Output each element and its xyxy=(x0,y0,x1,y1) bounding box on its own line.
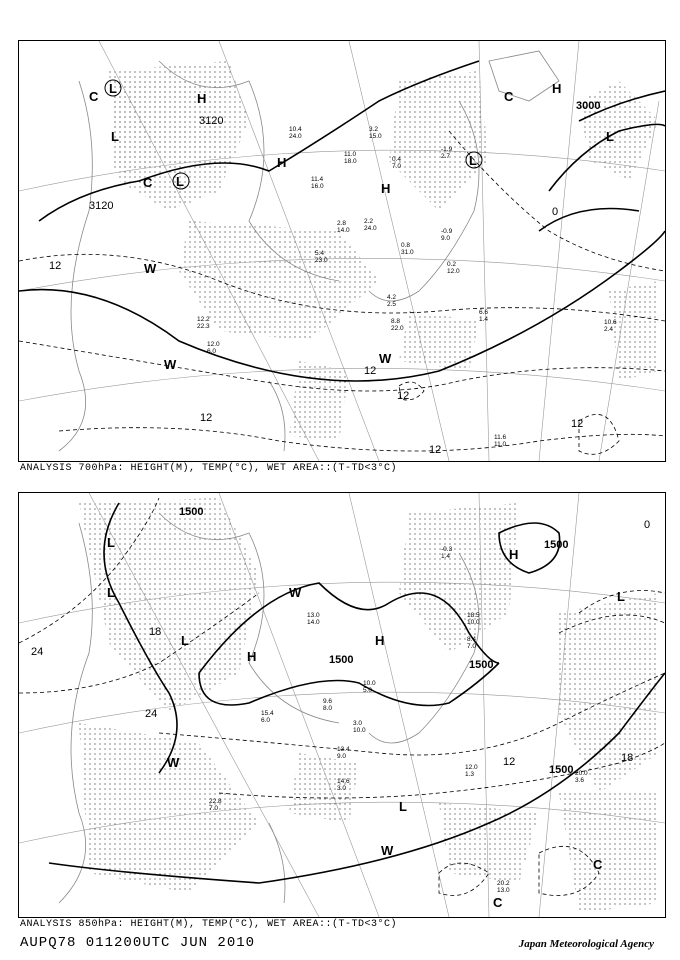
station-value: 0.2 12.0 xyxy=(447,261,460,275)
station-value: 10.6 2.4 xyxy=(604,319,617,333)
temp-label: 12 xyxy=(429,444,442,456)
station-value: 20.0 3.6 xyxy=(575,770,588,784)
station-value: 22.8 7.0 xyxy=(209,798,222,812)
station-value: 10.0 5.0 xyxy=(363,680,376,694)
warm-symbol: W xyxy=(144,261,157,276)
high-symbol: H xyxy=(509,547,519,562)
station-value: 12.0 6.0 xyxy=(207,341,220,355)
low-symbol: L xyxy=(109,81,117,96)
height-label: 3000 xyxy=(576,100,601,112)
station-value: 8.4 7.0 xyxy=(467,636,477,650)
height-label: 3120 xyxy=(89,200,114,212)
station-value: 0.4 7.0 xyxy=(392,156,402,170)
station-value: 3.2 15.0 xyxy=(369,126,382,140)
height-label: 1500 xyxy=(544,539,569,551)
temp-label: 12 xyxy=(364,365,377,377)
station-value: 0.8 31.0 xyxy=(401,242,414,256)
station-value: 11.0 18.0 xyxy=(344,151,357,165)
station-value: 2.8 14.0 xyxy=(337,220,350,234)
high-symbol: H xyxy=(381,181,391,196)
high-symbol: H xyxy=(552,81,562,96)
low-symbol: L xyxy=(469,153,477,168)
cold-symbol: C xyxy=(593,857,603,872)
temp-label: 12 xyxy=(200,412,213,424)
station-value: 4.2 2.5 xyxy=(387,294,397,308)
caption-850hpa: ANALYSIS 850hPa: HEIGHT(M), TEMP(°C), WET AREA::(T-TD<3°C) xyxy=(20,919,398,930)
agency-name: Japan Meteorological Agency xyxy=(518,938,654,950)
station-value: 3.0 10.0 xyxy=(353,720,366,734)
station-value: 8.8 22.0 xyxy=(391,318,404,332)
station-value: 11.4 16.0 xyxy=(311,176,324,190)
station-value: -1.9 2.7 xyxy=(441,146,453,160)
high-symbol: H xyxy=(197,91,207,106)
map-700hpa-canvas xyxy=(19,41,665,461)
temp-label: 12 xyxy=(503,756,516,768)
map-700hpa xyxy=(18,40,666,462)
temp-label: 12 xyxy=(397,390,410,402)
map-850hpa-canvas xyxy=(19,493,665,917)
warm-symbol: W xyxy=(164,357,177,372)
station-value: 15.4 6.0 xyxy=(261,710,274,724)
warm-symbol: W xyxy=(379,351,392,366)
cold-symbol: C xyxy=(89,89,99,104)
station-value: 13.4 9.0 xyxy=(337,746,350,760)
temp-label: 18 xyxy=(149,626,162,638)
height-label: 1500 xyxy=(469,659,494,671)
high-symbol: H xyxy=(277,155,287,170)
height-label: 3120 xyxy=(199,115,224,127)
station-value: 2.2 24.0 xyxy=(364,218,377,232)
temp-label: 24 xyxy=(31,646,44,658)
low-symbol: L xyxy=(111,129,119,144)
height-label: 1500 xyxy=(549,764,574,776)
low-symbol: L xyxy=(107,535,115,550)
station-value: 9.6 8.0 xyxy=(323,698,333,712)
station-value: 6.6 1.4 xyxy=(479,309,489,323)
station-value: 10.4 24.0 xyxy=(289,126,302,140)
high-symbol: H xyxy=(247,649,257,664)
warm-symbol: W xyxy=(289,585,302,600)
low-symbol: L xyxy=(617,589,625,604)
low-symbol: L xyxy=(606,129,614,144)
temp-label: 12 xyxy=(49,260,62,272)
station-value: 14.6 3.0 xyxy=(337,778,350,792)
height-label: 1500 xyxy=(179,506,204,518)
temp-label: 12 xyxy=(571,418,584,430)
temp-label: 0 xyxy=(644,519,651,531)
low-symbol: L xyxy=(107,585,115,600)
station-value: 18.5 10.0 xyxy=(467,612,480,626)
height-label: 1500 xyxy=(329,654,354,666)
caption-700hpa: ANALYSIS 700hPa: HEIGHT(M), TEMP(°C), WET AREA::(T-TD<3°C) xyxy=(20,463,398,474)
low-symbol: L xyxy=(399,799,407,814)
station-value: 5.4 23.0 xyxy=(315,250,328,264)
cold-symbol: C xyxy=(143,175,153,190)
station-value: 11.6 11.0 xyxy=(494,434,507,448)
station-value: 20.2 13.0 xyxy=(497,880,510,894)
station-value: 12.2 22.3 xyxy=(197,316,210,330)
warm-symbol: W xyxy=(381,843,394,858)
low-symbol: L xyxy=(176,174,184,189)
station-value: -0.3 1.4 xyxy=(441,546,453,560)
cold-symbol: C xyxy=(493,895,503,910)
wet-areas-700 xyxy=(109,61,659,441)
bulletin-code: AUPQ78 011200UTC JUN 2010 xyxy=(20,935,256,951)
cold-symbol: C xyxy=(504,89,514,104)
warm-symbol: W xyxy=(167,755,180,770)
map-850hpa xyxy=(18,492,666,918)
station-value: 12.0 1.3 xyxy=(465,764,478,778)
wet-areas-850 xyxy=(79,498,659,913)
temp-label: 18 xyxy=(621,752,634,764)
low-symbol: L xyxy=(181,633,189,648)
high-symbol: H xyxy=(375,633,385,648)
temp-label: 24 xyxy=(145,708,158,720)
station-value: -0.9 9.0 xyxy=(441,228,453,242)
station-value: 13.0 14.0 xyxy=(307,612,320,626)
temp-label: 0 xyxy=(552,206,559,218)
